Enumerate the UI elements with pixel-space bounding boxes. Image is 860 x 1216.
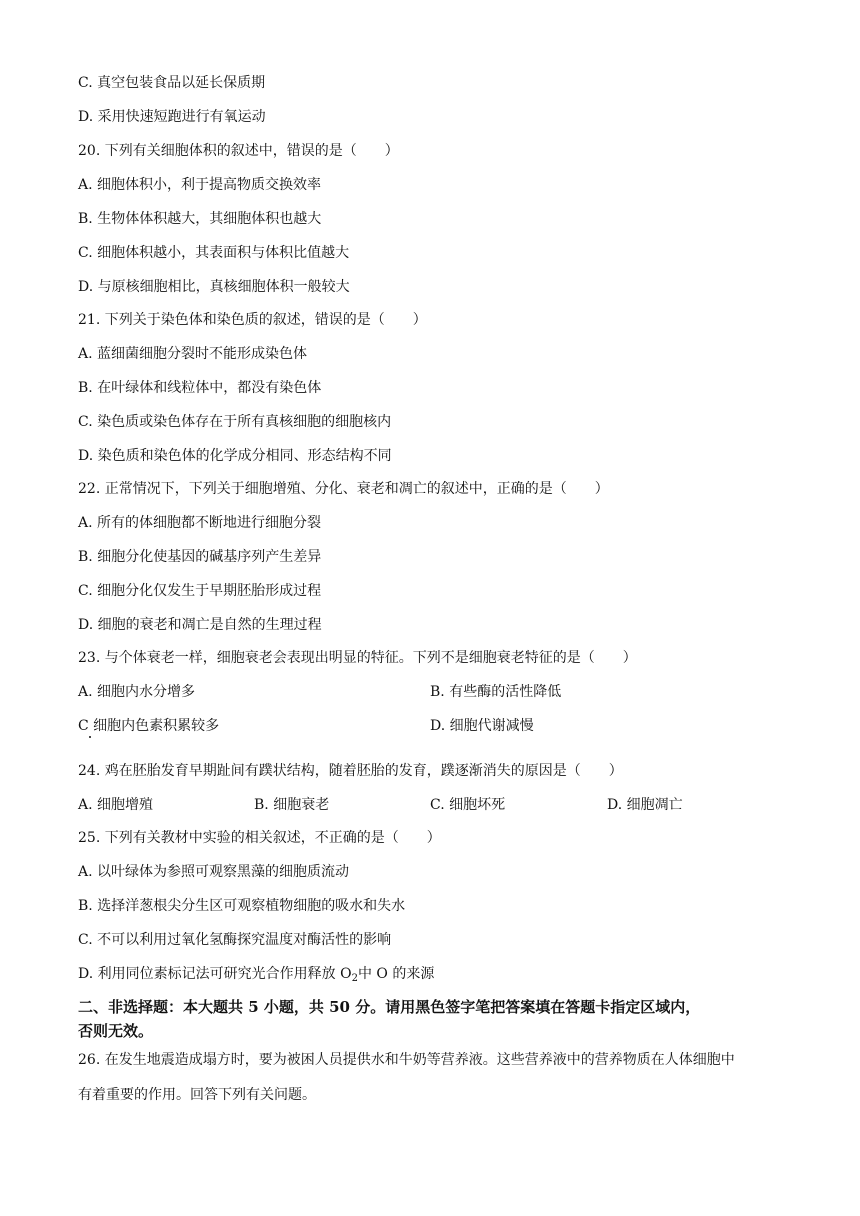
question-25: 25. 下列有关教材中实验的相关叙述，不正确的是（ ） <box>78 830 441 846</box>
option-text: A. 以叶绿体为参照可观察黑藻的细胞质流动 <box>78 864 350 880</box>
option-text: B. 细胞分化使基因的碱基序列产生差异 <box>78 549 322 565</box>
option-text: A. 细胞内水分增多 <box>78 684 196 700</box>
option-text: C 细胞内色素积累较多 <box>78 718 220 734</box>
option-text: A. 细胞增殖 <box>78 797 154 813</box>
option-text: D. 与原核细胞相比，真核细胞体积一般较大 <box>78 279 350 295</box>
option-text: D. 染色质和染色体的化学成分相同、形态结构不同 <box>78 448 392 464</box>
option-text: C. 真空包装食品以延长保质期 <box>78 75 266 91</box>
option-text: D. 细胞凋亡 <box>607 797 683 813</box>
option-text: C. 细胞分化仅发生于早期胚胎形成过程 <box>78 583 322 599</box>
question-26: 26. 在发生地震造成塌方时，要为被困人员提供水和牛奶等营养液。这些营养液中的营养物质在人体细胞中 <box>78 1052 735 1068</box>
section-heading: 二、非选择题：本大题共 5 小题，共 50 分。请用黑色签字笔把答案填在答题卡指定区域内， <box>78 998 701 1016</box>
option-text: D. 细胞的衰老和凋亡是自然的生理过程 <box>78 617 322 633</box>
option-text: A. 细胞体积小，利于提高物质交换效率 <box>78 177 322 193</box>
option-text: B. 选择洋葱根尖分生区可观察植物细胞的吸水和失水 <box>78 898 406 914</box>
question-23: 23. 与个体衰老一样，细胞衰老会表现出明显的特征。下列不是细胞衰老特征的是（ ） <box>78 650 637 666</box>
option-text: B. 有些酶的活性降低 <box>430 684 562 700</box>
option-text: B. 生物体体积越大，其细胞体积也越大 <box>78 211 322 227</box>
question-21: 21. 下列关于染色体和染色质的叙述，错误的是（ ） <box>78 312 427 328</box>
option-text: B. 细胞衰老 <box>254 797 330 813</box>
section-heading: 否则无效。 <box>78 1022 154 1040</box>
period-mark <box>89 736 91 738</box>
question-22: 22. 正常情况下，下列关于细胞增殖、分化、衰老和凋亡的叙述中，正确的是（ ） <box>78 481 609 497</box>
option-text: C. 染色质或染色体存在于所有真核细胞的细胞核内 <box>78 414 392 430</box>
option-text: D. 细胞代谢减慢 <box>430 718 534 734</box>
option-text: C. 细胞坏死 <box>430 797 506 813</box>
option-text: D. 利用同位素标记法可研究光合作用释放 $O_2$中 O 的来源 <box>78 966 435 984</box>
question-20: 20. 下列有关细胞体积的叙述中，错误的是（ ） <box>78 143 399 159</box>
option-text: D. 采用快速短跑进行有氧运动 <box>78 109 266 125</box>
option-text: C. 不可以利用过氧化氢酶探究温度对酶活性的影响 <box>78 932 392 948</box>
option-text: A. 蓝细菌细胞分裂时不能形成染色体 <box>78 346 308 362</box>
option-text: A. 所有的体细胞都不断地进行细胞分裂 <box>78 515 322 531</box>
question-26-cont: 有着重要的作用。回答下列有关问题。 <box>78 1087 316 1103</box>
option-text: C. 细胞体积越小，其表面积与体积比值越大 <box>78 245 350 261</box>
option-text: B. 在叶绿体和线粒体中，都没有染色体 <box>78 380 322 396</box>
question-24: 24. 鸡在胚胎发育早期趾间有蹼状结构，随着胚胎的发育，蹼逐渐消失的原因是（ ） <box>78 763 623 779</box>
